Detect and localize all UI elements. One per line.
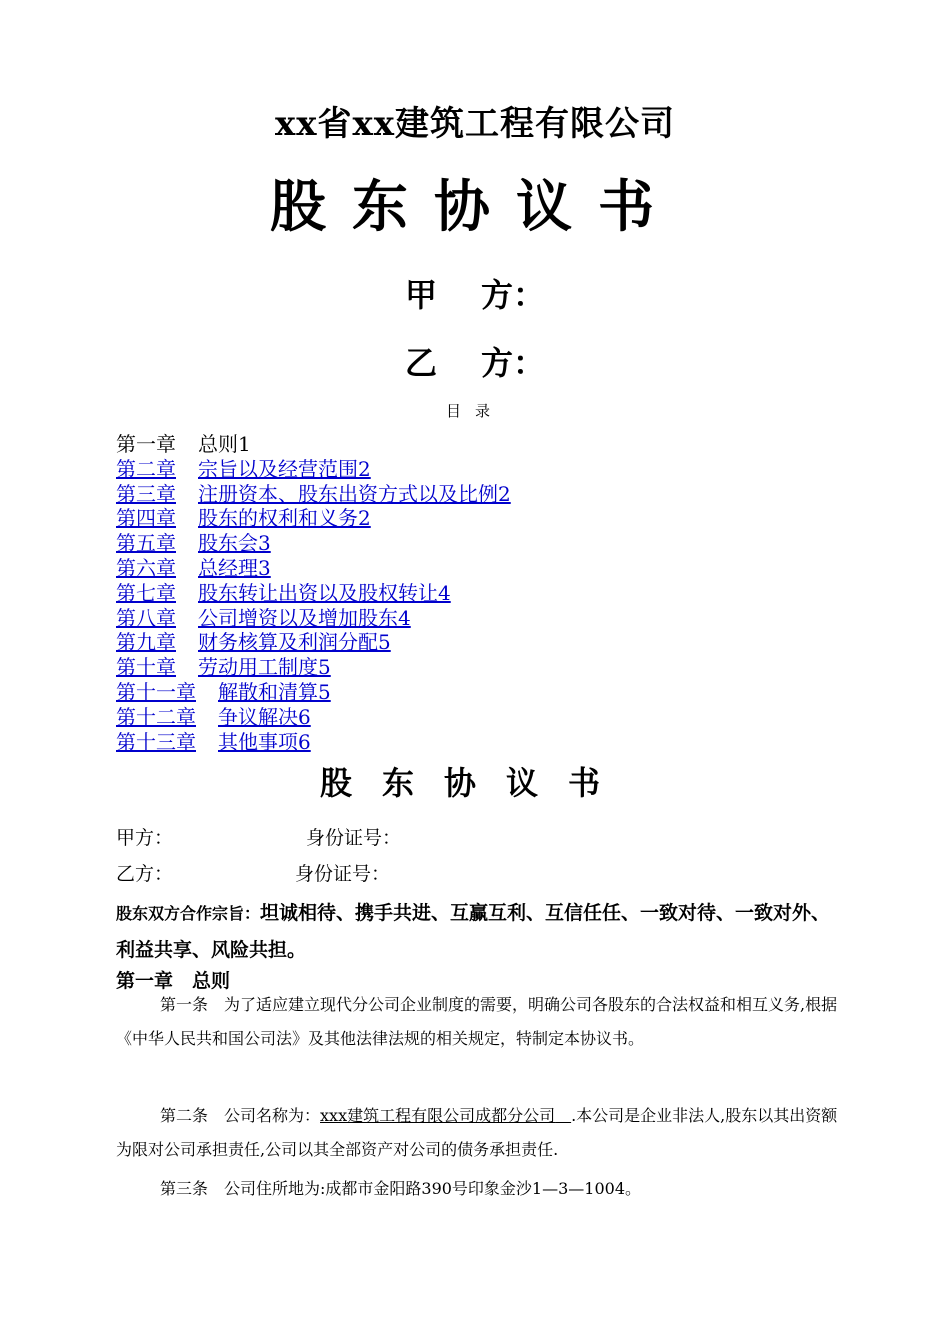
party-a-id-label: 身份证号： <box>306 827 402 849</box>
toc-item-1[interactable]: 第一章 总则1 <box>116 432 251 456</box>
purpose-label: 股东双方合作宗旨： <box>116 904 261 923</box>
cooperation-purpose <box>116 895 846 969</box>
party-b-id-label: 身份证号： <box>295 863 391 885</box>
party-b-suffix: 方： <box>481 344 546 382</box>
party-b-heading <box>0 338 950 384</box>
toc-item-11[interactable]: 第十一章 解散和清算5 <box>116 679 331 704</box>
article-3: 第三条 公司住所地为:成都市金阳路390号印象金沙1—3—1004。 <box>160 1179 642 1198</box>
article-2-suffix: .本公司是企业非法人,股东以其出资额为限对公司承担责任,公司以其全部资产对公司的债务承担责任. <box>116 1106 838 1159</box>
toc-item-9[interactable]: 第九章 财务核算及利润分配5 <box>116 630 391 655</box>
document-title: 股东协议书 <box>270 174 680 240</box>
company-name: xx省xx建筑工程有限公司 <box>274 104 676 144</box>
company-branch-name: xxx建筑工程有限公司成都分公司 <box>320 1106 556 1125</box>
chapter-1-heading: 第一章 总则 <box>116 970 231 992</box>
party-b-field-label: 乙方： <box>116 863 174 885</box>
toc-item-8[interactable]: 第八章 公司增资以及增加股东4 <box>116 605 411 630</box>
article-2 <box>116 1099 846 1167</box>
toc-item-5[interactable]: 第五章 股东会3 <box>116 531 271 556</box>
article-2-prefix: 第二条 公司名称为： <box>160 1106 321 1125</box>
toc-item-13[interactable]: 第十三章 其他事项6 <box>116 729 311 754</box>
article-1: 第一条 为了适应建立现代分公司企业制度的需要，明确公司各股东的合法权益和相互义务,根据《中华人民共和国公司法》及其他法律法规的相关规定，特制定本协议书。 <box>116 995 838 1048</box>
toc-item-7[interactable]: 第七章 股东转让出资以及股权转让4 <box>116 580 451 605</box>
purpose-text: 坦诚相待、携手共进、互赢互利、互信任任、一致对待、一致对外、利益共享、风险共担。 <box>116 902 831 961</box>
party-a-suffix: 方： <box>481 276 546 314</box>
party-a-label: 甲 <box>404 276 437 314</box>
toc-heading: 目录 <box>445 402 504 420</box>
toc-item-6[interactable]: 第六章 总经理3 <box>116 555 271 580</box>
party-a-heading <box>0 270 950 316</box>
section-title: 股东协议书 <box>319 764 630 802</box>
table-of-contents <box>116 432 511 754</box>
toc-item-3[interactable]: 第三章 注册资本、股东出资方式以及比例2 <box>116 481 511 506</box>
toc-item-4[interactable]: 第四章 股东的权利和义务2 <box>116 506 371 531</box>
toc-item-2[interactable]: 第二章 宗旨以及经营范围2 <box>116 456 371 481</box>
party-b-label: 乙 <box>404 344 437 382</box>
party-a-field-label: 甲方： <box>116 827 174 849</box>
toc-item-12[interactable]: 第十二章 争议解决6 <box>116 704 311 729</box>
toc-item-10[interactable]: 第十章 劳动用工制度5 <box>116 655 331 680</box>
